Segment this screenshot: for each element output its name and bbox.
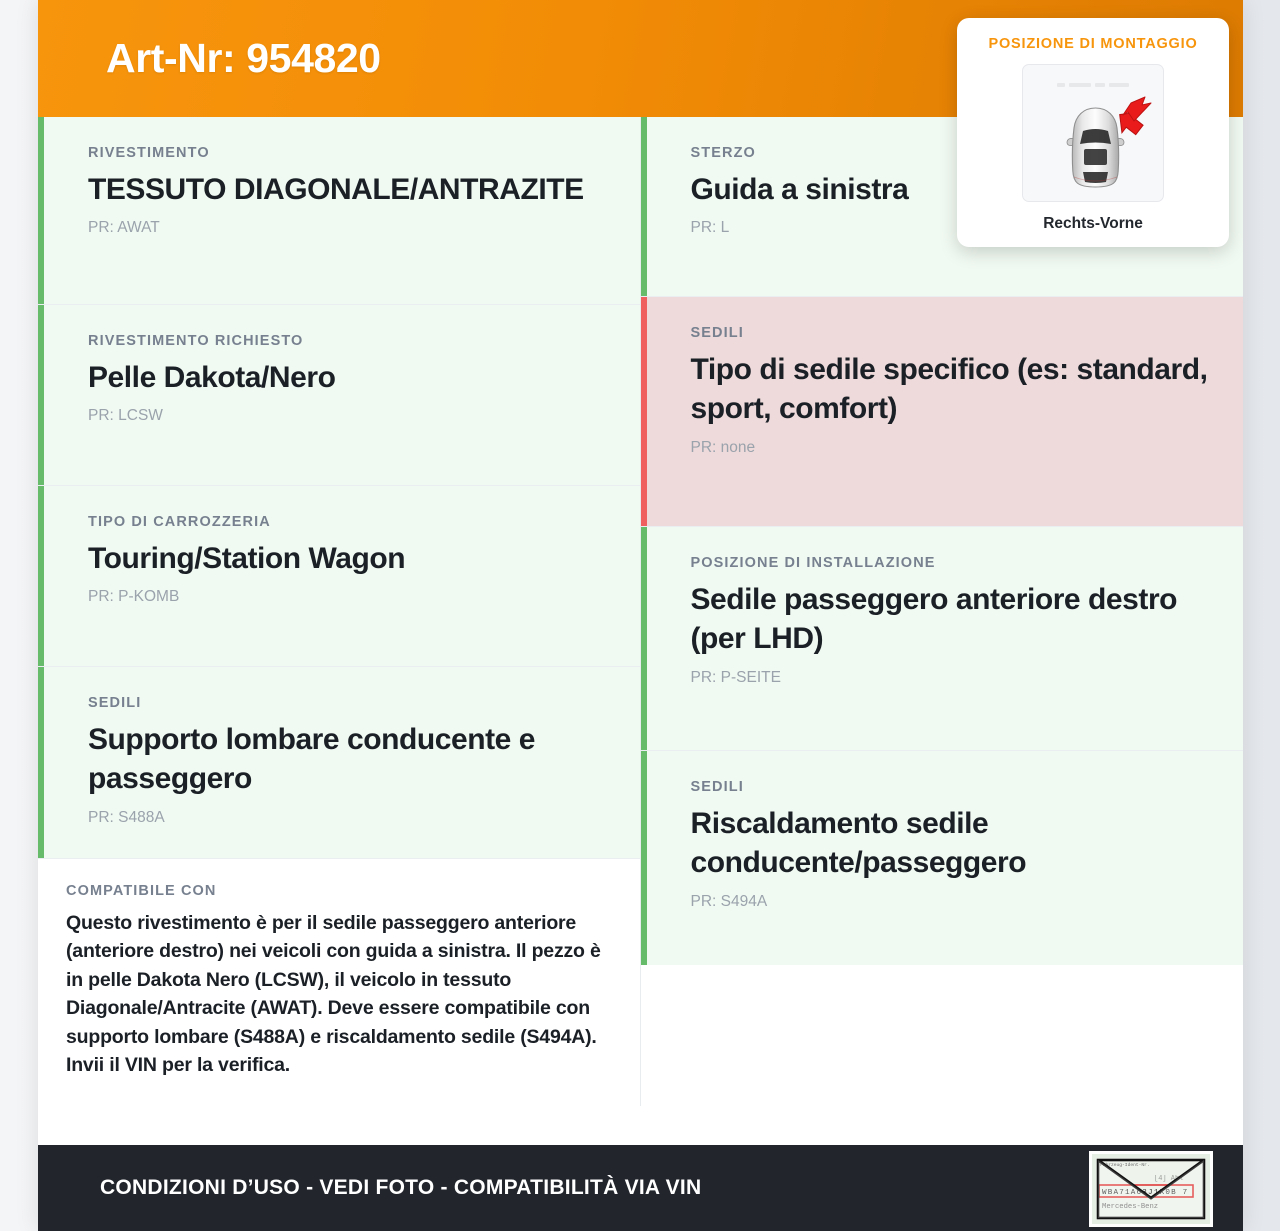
- spec-card-sedili-tipo-specifico[interactable]: [641, 297, 1244, 527]
- car-top-view-with-arrow-icon[interactable]: [1022, 64, 1164, 202]
- footer-bar: [38, 1145, 1243, 1231]
- spec-card-sedili-riscaldamento[interactable]: [641, 751, 1244, 965]
- spec-value: Supporto lombare conducente e passeggero: [88, 723, 535, 796]
- spec-pr-code: PR: P-KOMB: [88, 588, 180, 606]
- spec-label: SEDILI: [88, 695, 142, 711]
- spec-pr-code: PR: AWAT: [88, 219, 160, 237]
- mount-position-title: POSIZIONE DI MONTAGGIO: [988, 36, 1198, 52]
- spec-pr-code: PR: none: [690, 438, 756, 456]
- spec-value: Sedile passeggero anteriore destro (per LHD): [690, 583, 1178, 656]
- doc-vin-text: WBA71A63J1X0B 7: [1102, 1189, 1189, 1197]
- spec-grid: [38, 117, 1243, 1106]
- product-spec-sheet: [38, 0, 1243, 1231]
- spec-label: POSIZIONE DI INSTALLAZIONE: [690, 555, 936, 571]
- spec-label: STERZO: [690, 145, 756, 161]
- doc-brand-text: Mercedes-Benz: [1102, 1203, 1159, 1211]
- spec-card-rivestimento[interactable]: [38, 117, 640, 305]
- spec-value: Tipo di sedile specifico (es: standard, sport, comfort): [690, 353, 1208, 426]
- spec-value: TESSUTO DIAGONALE/ANTRAZITE: [88, 173, 584, 206]
- spec-label: SEDILI: [690, 779, 744, 795]
- spec-label: RIVESTIMENTO: [88, 145, 210, 161]
- spec-pr-code: PR: S494A: [690, 892, 768, 910]
- footer-terms-text: CONDIZIONI D’USO - VEDI FOTO - COMPATIBILITÀ VIA VIN: [100, 1176, 702, 1199]
- spec-label: TIPO DI CARROZZERIA: [88, 514, 271, 530]
- spec-card-tipo-di-carrozzeria[interactable]: [38, 486, 640, 667]
- spec-column-left: [38, 117, 641, 1106]
- spec-card-rivestimento-richiesto[interactable]: [38, 305, 640, 486]
- spec-pr-code: PR: LCSW: [88, 407, 163, 425]
- spec-pr-code: PR: P-SEITE: [690, 668, 781, 686]
- compatibility-label: COMPATIBILE CON: [66, 883, 217, 899]
- spec-pr-code: PR: L: [690, 219, 730, 237]
- spec-pr-code: PR: S488A: [88, 808, 165, 826]
- page-title: Art-Nr: 954820: [106, 35, 381, 81]
- mount-position-caption: Rechts-Vorne: [1043, 215, 1143, 232]
- spec-card-sedili-supporto-lombare[interactable]: [38, 667, 640, 859]
- mount-position-badge[interactable]: [957, 18, 1229, 247]
- doc-field-label: Fahrzeug-Ident-Nr.: [1100, 1163, 1150, 1168]
- spec-value: Touring/Station Wagon: [88, 542, 406, 575]
- svg-text:[4] Abl: [4] Abl: [1154, 1175, 1184, 1183]
- spec-label: RIVESTIMENTO RICHIESTO: [88, 333, 304, 349]
- spec-value: Guida a sinistra: [690, 173, 909, 206]
- spec-value: Riscaldamento sedile conducente/passeggero: [690, 807, 1027, 880]
- envelope-over-vehicle-registration-icon[interactable]: [1089, 1151, 1213, 1227]
- spec-label: SEDILI: [690, 325, 744, 341]
- spec-value: Pelle Dakota/Nero: [88, 361, 336, 394]
- compatibility-text: Questo rivestimento è per il sedile passeggero anteriore (anteriore destro) nei veicoli con guida a sinistra. Il pezzo è in pelle Dakota Nero (LCSW), il veicolo in tessuto Diagonale/Antracite (AWAT). Deve essere compatibile con supporto lombare (S488A) e riscaldamento sedile (S494A). Invii il VIN per la verifica.: [66, 912, 601, 1077]
- compatibility-block: [38, 859, 640, 1106]
- spec-card-posizione-di-installazione[interactable]: [641, 527, 1244, 751]
